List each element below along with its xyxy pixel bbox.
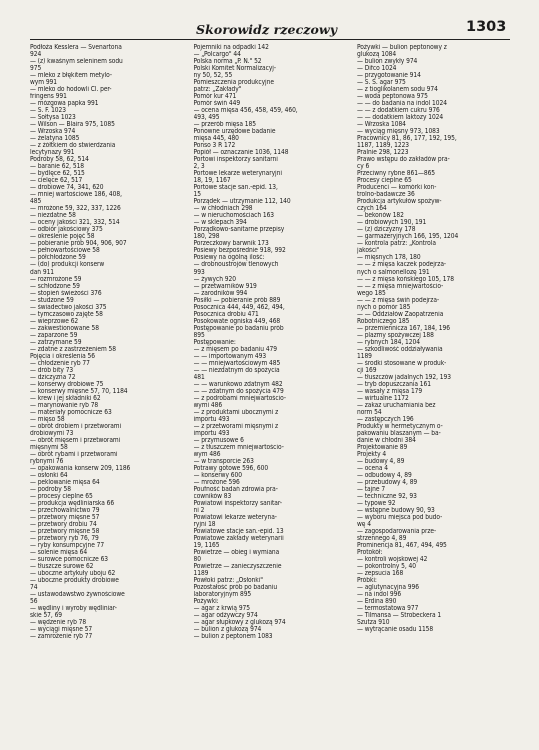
index-entry: — z tioglikolanem sodu 974 — [357, 86, 438, 94]
index-entry: — — z mięsa końskiego 105, 178 — [357, 275, 454, 283]
index-entry: — cielęce 62, 517 — [30, 177, 83, 185]
index-entry: — obrót rybami i przetworami — [30, 450, 118, 458]
index-entry: — Erdina 890 — [357, 598, 397, 606]
page-title: Skorowidz rzeczowy — [196, 22, 338, 37]
index-entry: — w chłodniach 298 — [193, 205, 253, 213]
index-entry: czych 164 — [357, 205, 387, 213]
index-entry: — bekonów 182 — [357, 212, 404, 220]
index-entry: — uboczne produkty drobiowe — [30, 577, 119, 585]
index-entry: Projekty 4 — [357, 450, 387, 458]
index-column-3 — [357, 44, 512, 747]
index-entry: nych o pomór 185 — [357, 303, 411, 311]
index-entry: — procesy cieplne 65 — [30, 493, 93, 500]
index-entry: — z tłuszczem mniejwartościo- — [193, 443, 284, 451]
index-entry: — przemiennicza 167, 184, 196 — [357, 324, 450, 332]
index-entry: Pomór kur 471 — [193, 93, 237, 101]
index-entry: — ryby konsumpcyjne 77 — [30, 542, 105, 550]
index-entry: — wyciąg mięsny 973, 1083 — [357, 128, 440, 136]
index-entry: — zaparzone 59 — [30, 331, 78, 339]
index-entry: — peklowanie mięsa 64 — [30, 478, 100, 486]
index-entry: — stopień świeżości 376 — [30, 289, 102, 297]
index-entry: — budowy 4, 89 — [357, 457, 405, 465]
index-entry: — kontrola patrz: „Kontrola — [357, 240, 436, 248]
index-entry: — z podrobami mniejwartościo- — [193, 394, 286, 402]
index-entry: Pracownicy 81, 86, 177, 192, 195, — [357, 135, 457, 143]
index-entry: — Difco 1024 — [357, 65, 397, 73]
index-entry: — typowe 92 — [357, 500, 396, 508]
index-entry: — żywych 920 — [193, 275, 236, 283]
index-entry: Podroby 58, 62, 514 — [30, 156, 89, 164]
index-entry: — zarodników 994 — [193, 289, 248, 297]
index-entry: Pomieszczenia produkcyjne — [193, 79, 274, 87]
header-divider — [30, 39, 510, 40]
index-entry: — zastępczych 196 — [357, 415, 414, 423]
index-entry: — tymczasowo zajęte 58 — [30, 310, 103, 318]
index-entry: — konserwy 600 — [193, 471, 242, 479]
page-number: 1303 — [466, 19, 507, 35]
index-entry: Poufność badań zdrowia pra- — [193, 485, 278, 493]
index-entry: — (z) dziczyzny 178 — [357, 226, 416, 234]
index-entry: — — importowanym 493 — [193, 352, 267, 360]
index-entry: — — niezdatnym do spożycia — [193, 366, 280, 374]
index-entry: — mniej wartościowe 186, 408, — [30, 191, 122, 199]
index-entry: 1187, 1189, 1223 — [357, 142, 410, 150]
index-entry: — konserwy drobiowe 75 — [30, 380, 104, 388]
index-entry: — przygotowanie 914 — [357, 72, 421, 80]
index-entry: Portowe lekarze weterynaryjni — [193, 170, 282, 178]
index-entry: — w nieruchomościach 163 — [193, 212, 275, 220]
index-entry: mięsa 445, 480 — [193, 135, 239, 143]
index-entry: Porządkowo-sanitarne przepisy — [193, 226, 285, 234]
index-entry: Robotniczego 185 — [357, 317, 410, 325]
index-entry: — konserwy mięsne 57, 70, 1184 — [30, 387, 128, 395]
index-entry: 19, 1165 — [193, 542, 220, 550]
index-entry: — świadectwo jakości 375 — [30, 303, 107, 311]
index-entry: Pojęcia i określenia 56 — [30, 352, 95, 360]
index-entry: — rybnych 184, 1204 — [357, 338, 420, 346]
index-entry: — odbiór jakościowy 375 — [30, 226, 103, 234]
index-entry: — — z mięsa kaczek podejrza- — [357, 261, 447, 269]
index-entry: — oceny jakości 321, 332, 514 — [30, 219, 120, 227]
index-entry: — agar z krwią 975 — [193, 605, 250, 613]
index-entry: — agar odżywczy 974 — [193, 612, 258, 620]
index-entry: Podłoża Kesslera — Svenartona — [30, 44, 122, 51]
index-entry: wym 486 — [193, 450, 221, 458]
index-entry: — dziczyzna 72 — [30, 373, 76, 381]
index-entry: Prominencja 81, 467, 494, 495 — [357, 542, 447, 550]
index-entry: — — Oddziałów Zaopatrzenia — [357, 310, 444, 318]
index-entry: 924 — [30, 51, 42, 59]
index-entry: Projektowanie 89 — [357, 443, 408, 451]
index-entry: Prawo wstępu do zakładów pra- — [357, 156, 450, 164]
index-entry: Pralnie 298, 1223 — [357, 149, 409, 157]
index-entry: Porządek — utrzymanie 112, 140 — [193, 198, 291, 206]
index-entry: pakowaniu blaszanym — ba- — [357, 429, 441, 437]
index-entry: Powiatowi lekarze weteryna- — [193, 514, 277, 522]
index-entry: — obrót drobiem i przetworami — [30, 422, 122, 430]
index-entry: — pełnowartościowe 58 — [30, 247, 100, 255]
index-entry: — agar słupkowy z glukozą 974 — [193, 619, 286, 627]
index-entry: danie w chłodni 384 — [357, 436, 416, 444]
index-entry: cowników 83 — [193, 493, 232, 500]
index-entry: — na indol 996 — [357, 591, 402, 599]
index-entry: — mięso 58 — [30, 415, 65, 423]
index-entry: importu 493 — [193, 429, 230, 437]
index-entry: — wytrącanie osadu 1158 — [357, 626, 434, 634]
index-entry: — solenie mięsa 64 — [30, 549, 88, 557]
index-entry: 895 — [193, 331, 205, 339]
index-entry: — krew i jej składniki 62 — [30, 394, 101, 402]
index-entry: — z mięsem po badaniu 479 — [193, 345, 278, 353]
index-entry: wego 185 — [357, 289, 386, 297]
index-entry: — rozmrożone 59 — [30, 275, 82, 283]
index-entry: — przymusowe 6 — [193, 436, 244, 444]
index-entry: trolno-badawcze 36 — [357, 191, 415, 199]
index-entry: Postępowanie: — [193, 338, 236, 346]
index-entry: — w transporcie 263 — [193, 457, 254, 465]
index-entry: — pobieranie prób 904, 906, 907 — [30, 240, 127, 248]
index-entry: — zdatne z zastrzeżeniem 58 — [30, 345, 116, 353]
index-entry: Posiewy bezpośrednie 918, 992 — [193, 247, 286, 255]
index-entry: — baranie 62, 518 — [30, 163, 85, 171]
index-entry: dań 911 — [30, 268, 55, 276]
index-entry: — z żółtkiem do stwierdzania — [30, 142, 116, 150]
index-entry: 481 — [193, 373, 205, 381]
index-entry: — szkodliwość oddziaływania — [357, 345, 443, 353]
index-entry: — z przetworami mięsnymi z — [193, 422, 279, 430]
index-entry: — — zdatnym do spożycia 479 — [193, 387, 284, 395]
index-entry: cy 6 — [357, 163, 370, 171]
index-entry: — opakowania konserw 209, 1186 — [30, 464, 131, 472]
index-entry: — mleko z błękitem metylo- — [30, 72, 112, 80]
index-entry: Posocznica drobiu 471 — [193, 310, 259, 318]
index-entry: Powietrze — zanieczyszczenie — [193, 563, 282, 571]
index-entry: Porzeczkowy barwnik 173 — [193, 240, 269, 248]
index-entry: 80 — [193, 556, 201, 564]
index-entry: — podroby 58 — [30, 485, 72, 493]
index-entry: — studzone 59 — [30, 296, 74, 304]
page-header — [0, 0, 539, 40]
index-entry: Pomór świń 449 — [193, 100, 241, 108]
index-entry: Produkty w hermetycznym o- — [357, 422, 443, 430]
index-entry: — zatrzymane 59 — [30, 338, 82, 346]
index-entry: — ocena mięsa 456, 458, 459, 460, — [193, 107, 298, 115]
index-entry: Szutza 910 — [357, 619, 390, 627]
index-entry: — mózgowa papka 991 — [30, 100, 99, 108]
index-entry: — marynowanie ryb 78 — [30, 401, 99, 409]
index-entry: — plazmy spożywczej 188 — [357, 331, 434, 339]
index-entry: — wędliny i wyroby wędliniar- — [30, 605, 117, 613]
index-entry: wę 4 — [357, 521, 371, 529]
index-entry: — żelatyna 1085 — [30, 135, 80, 143]
index-entry: — przetwory mięsne 57 — [30, 514, 100, 522]
index-entry: — bulion z glukozą 974 — [193, 626, 262, 634]
index-entry: — surowce pomocnicze 63 — [30, 556, 109, 564]
index-entry: — wasały z mięsa 179 — [357, 387, 423, 395]
index-entry: fringens 991 — [30, 93, 67, 101]
index-entry: — przerób mięsa 185 — [193, 121, 256, 129]
index-entry: — ustawodawstwo żywnościowe — [30, 591, 125, 599]
index-entry: — w sklepach 394 — [193, 219, 247, 227]
index-entry: Procesy cieplne 65 — [357, 177, 412, 185]
index-entry: — aglutynacyjna 996 — [357, 584, 419, 592]
index-entry: — półchłodzone 59 — [30, 254, 86, 262]
index-entry: — drobiowych 190, 191 — [357, 219, 427, 227]
index-entry: — bulion z peptonem 1083 — [193, 633, 273, 641]
index-entry: rybnymi 76 — [30, 457, 64, 465]
index-entry: ryjni 18 — [193, 521, 216, 529]
index-entry: importu 493 — [193, 415, 230, 423]
index-entry: — mleko do hodowli Cl. per- — [30, 86, 112, 94]
index-entry: — tryb dopuszczania 161 — [357, 380, 431, 388]
index-entry: Polska norma „P. N." 52 — [193, 58, 262, 66]
index-entry: Polski Komitet Normalizacyj- — [193, 65, 276, 73]
index-entry: — tłuszczów jadalnych 192, 193 — [357, 373, 451, 381]
index-entry: Producenci — komórki kon- — [357, 184, 437, 192]
index-entry: — środki stosowane w produk- — [357, 359, 447, 367]
index-entry: — mrożone 596 — [193, 478, 240, 486]
index-entry: — przetwory drobiu 74 — [30, 521, 97, 529]
index-entry: 180, 298 — [193, 233, 220, 241]
index-entry: — zamrożenie ryb 77 — [30, 633, 93, 641]
index-entry: — uboczne artykuły uboju 62 — [30, 570, 116, 578]
index-entry: Portowi inspektorzy sanitarni — [193, 156, 278, 164]
index-entry: 1189 — [357, 352, 372, 360]
index-entry: — — dodatkiem laktozy 1024 — [357, 114, 444, 122]
index-entry: — — warunkowo zdatnym 482 — [193, 380, 283, 388]
index-entry: — — do badania na indol 1024 — [357, 100, 447, 108]
index-entry: — osłonki 64 — [30, 471, 68, 479]
index-entry: — obrót mięsem i przetworami — [30, 436, 121, 444]
index-entry: Próbki: — [357, 577, 377, 585]
index-entry: nych o salmonellozę 191 — [357, 268, 430, 276]
index-entry: — mięsnych 178, 180 — [357, 254, 421, 262]
index-entry: — wieprzowe 62 — [30, 317, 79, 325]
index-entry: — drób bity 73 — [30, 366, 74, 374]
index-entry: — zakaz uruchamiania bez — [357, 401, 436, 409]
index-entry: — garmażeryjnych 166, 195, 1204 — [357, 233, 459, 241]
index-entry: — Wrzoska 1084 — [357, 121, 406, 129]
index-entry: patrz: „Zakłady" — [193, 86, 242, 94]
index-entry: wymi 486 — [193, 401, 223, 409]
index-entry: — odbudowy 4, 89 — [357, 471, 412, 479]
index-entry: Posokowate ogniska 449, 468 — [193, 317, 281, 325]
index-entry: Ponso 3 R 172 — [193, 142, 236, 150]
index-entry: — przebudowy 4, 89 — [357, 478, 418, 486]
index-entry: — tłuszcze surowe 62 — [30, 563, 94, 571]
index-entry: jakości" — [357, 247, 380, 255]
index-entry: — kontroli wojskowej 42 — [357, 556, 428, 564]
index-entry: Pożywki: — [193, 598, 219, 606]
index-entry: wym 991 — [30, 79, 57, 87]
index-entry: Popiół — oznaczanie 1036, 1148 — [193, 149, 289, 157]
index-entry: Posiewy na ogólną ilość: — [193, 254, 265, 262]
index-entry: — zepsucia 168 — [357, 570, 404, 578]
index-entry: — drobiowe 74, 341, 620 — [30, 184, 104, 192]
index-entry: laboratoryjnym 895 — [193, 591, 252, 599]
index-entry: Przeciwny rybne 861—865 — [357, 170, 436, 178]
index-entry: Powłoki patrz: „Osłonki" — [193, 577, 263, 585]
index-entry: Portowe stacje san.-epid. 13, — [193, 184, 278, 192]
index-entry: — termostatowa 977 — [357, 605, 419, 613]
index-entry: 493, 495 — [193, 114, 220, 122]
index-entry: — wyboru miejsca pod budo- — [357, 514, 443, 522]
index-entry: 2, 3 — [193, 163, 205, 171]
index-entry: — techniczne 92, 93 — [357, 493, 417, 500]
index-entry: — wstępne budowy 90, 93 — [357, 507, 435, 515]
index-entry: Potrawy gotowe 596, 600 — [193, 464, 269, 472]
index-entry: — Sołtysa 1023 — [30, 114, 76, 122]
index-entry: norm 54 — [357, 408, 382, 416]
index-entry: Protokół: — [357, 549, 383, 557]
index-entry: 485 — [30, 198, 42, 206]
index-entry: — bulion zwykły 974 — [357, 58, 418, 66]
index-entry: — mrożone 59, 322, 337, 1226 — [30, 205, 121, 213]
index-entry: — chłodzenie ryb 77 — [30, 359, 90, 367]
index-entry: — pokontrolny 5, 40 — [357, 563, 416, 571]
index-entry: — Tilmansa — Strobeckera 1 — [357, 612, 442, 620]
index-entry: ni 2 — [193, 507, 205, 515]
index-entry: drobiowymi 73 — [30, 429, 74, 437]
index-entry: Powiatowi inspektorzy sanitar- — [193, 500, 282, 508]
index-entry: Pożywki — bulion peptonowy z — [357, 44, 447, 51]
index-entry: — przetwory mięsne 58 — [30, 528, 100, 536]
index-entry: cji 169 — [357, 366, 377, 374]
index-entry: — Wilson — Blaira 975, 1085 — [30, 121, 115, 129]
index-entry: — tajne 7 — [357, 485, 386, 493]
index-entry: — schłodzone 59 — [30, 282, 80, 290]
index-entry: 74 — [30, 584, 38, 592]
index-entry: mięsnymi 58 — [30, 443, 68, 451]
index-columns — [30, 44, 512, 747]
index-entry: — woda peptonowa 975 — [357, 93, 428, 101]
index-entry: Powiatowe stacje san.-epid. 13 — [193, 528, 284, 536]
index-column-2 — [194, 44, 349, 747]
index-entry: 1189 — [193, 570, 209, 578]
index-entry: Powietrze — obieg i wymiana — [193, 549, 280, 557]
index-entry: — — mniejwartościowym 485 — [193, 359, 281, 367]
index-entry: — — z dodatkiem cukru 976 — [357, 107, 440, 115]
index-entry: — bydlęce 62, 515 — [30, 170, 85, 178]
index-entry: — przechowalnictwo 79 — [30, 507, 100, 515]
index-entry: — S. F. 1023 — [30, 107, 66, 115]
index-entry: 993 — [193, 268, 205, 276]
index-entry: — przetwarników 919 — [193, 282, 257, 290]
index-entry: — zagospodarowania prze- — [357, 528, 437, 536]
index-entry: Posocznica 444, 449, 462, 494, — [193, 303, 285, 311]
index-entry: — „Polcargo" 44 — [193, 51, 241, 59]
index-entry: — wędzenie ryb 78 — [30, 619, 87, 627]
index-entry: — przetwory ryb 76, 79 — [30, 535, 99, 543]
index-entry: 56 — [30, 598, 38, 606]
index-entry: Ponowne urzędowe badanie — [193, 128, 276, 136]
index-entry: skie 57, 69 — [30, 612, 63, 620]
index-entry: 975 — [30, 65, 42, 73]
index-entry: Postępowanie po badaniu prób — [193, 324, 284, 332]
index-entry: — produkcja wędliniarska 66 — [30, 500, 115, 508]
index-column-1 — [30, 44, 185, 747]
index-entry: strzennego 4, 89 — [357, 535, 407, 543]
index-entry: — — z mięsa świń podejrza- — [357, 296, 440, 304]
index-entry: — S. S. agar 975 — [357, 79, 406, 87]
index-entry: 18, 19, 1167 — [193, 177, 231, 185]
index-entry: ny 50, 52, 55 — [193, 72, 233, 80]
index-entry: — (do) produkcji konserw — [30, 261, 105, 269]
index-entry: — z produktami ubocznymi z — [193, 408, 279, 416]
index-entry: Posiłki — pobieranie prób 889 — [193, 296, 281, 304]
index-entry: Powiatowe zakłady weterynarii — [193, 535, 284, 543]
index-entry: — (z) kwaśnym seleninem sodu — [30, 58, 123, 66]
index-entry: Pozostałość prób po badaniu — [193, 584, 278, 592]
index-entry: — niezdatne 58 — [30, 212, 76, 220]
index-entry: — wirtualne 1172 — [357, 394, 409, 402]
index-entry: Produkcja artykułów spożyw- — [357, 198, 442, 206]
index-entry: — drobnoustrojów tlenowych — [193, 261, 279, 269]
index-entry: 15 — [193, 191, 201, 199]
index-entry: glukozą 1084 — [357, 51, 397, 59]
index-entry: — zakwestionowane 58 — [30, 324, 99, 332]
index-entry: — — z mięsa mniejwartościo- — [357, 282, 444, 290]
index-entry: — ocena 4 — [357, 464, 388, 472]
index-entry: — określenie pojęć 58 — [30, 233, 95, 241]
index-entry: — wyciągi mięsne 57 — [30, 626, 93, 634]
index-entry: Pojemniki na odpadki 142 — [193, 44, 269, 51]
index-entry: — Wrzoska 974 — [30, 128, 76, 136]
index-entry: — materiały pomocnicze 63 — [30, 408, 112, 416]
index-entry: lecytynazy 991 — [30, 149, 75, 157]
